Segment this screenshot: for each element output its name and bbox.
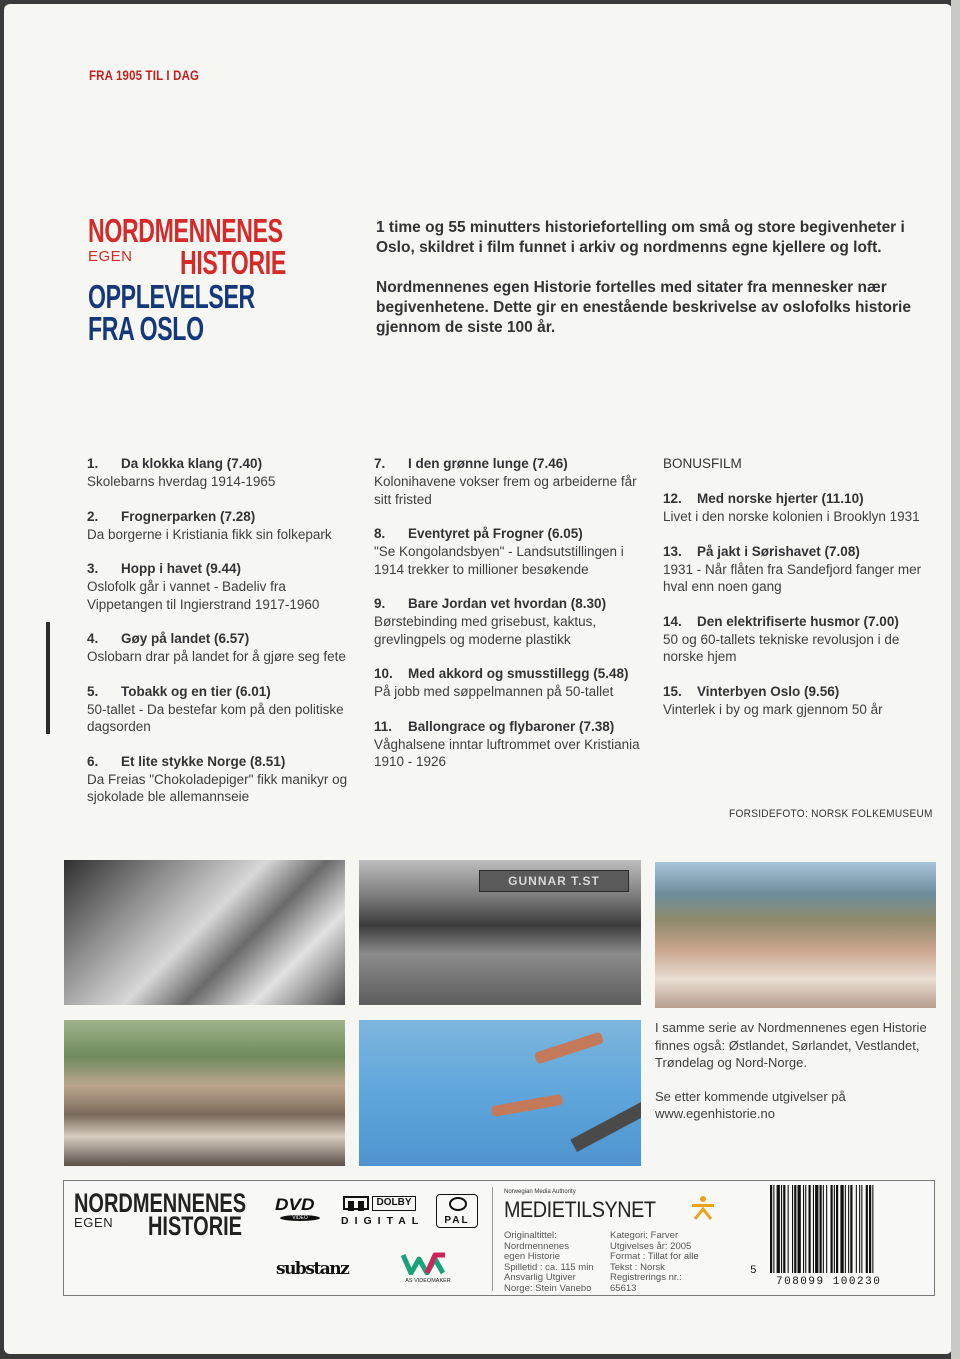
dvd-sub-text: VIDEO [280,1215,320,1221]
dvd-video-logo [275,1195,323,1225]
barcode-bar [836,1185,838,1273]
dolby-digital-text: DIGITAL [341,1215,425,1227]
logo-egen: EGEN [88,248,133,265]
episode-description: Da borgerne i Kristiania fikk sin folkepark [87,526,332,542]
episode-number: 1. [87,456,99,471]
barcode-bar [792,1185,793,1273]
rating-info-right [610,1231,730,1294]
episode-title [87,753,362,771]
episode-title-text: Et lite stykke Norge (8.51) [121,753,286,769]
episode-title [374,525,654,543]
barcode-bar [813,1185,814,1273]
episode-description: Skolebarns hverdag 1914-1965 [87,474,276,489]
dolby-digital-logo [339,1194,425,1228]
episode-title-text: I den grønne lunge (7.46) [408,456,568,471]
episode-title-text: Da klokka klang (7.40) [121,456,263,471]
episode-title [374,595,654,613]
episode-description: Børstebinding med grisebust, kaktus, grevlingpels og moderne plastikk [374,614,597,647]
episode-description: Livet i den norske kolonien i Brooklyn 1931 [663,509,920,524]
photo-men-handshake [64,1020,345,1166]
barcode-bar [850,1185,852,1273]
episode-title-text: Frognerparken (7.28) [121,508,256,524]
barcode-bar [834,1185,835,1273]
photo-school-children [64,860,345,1005]
episode-title [87,508,362,526]
episode-description: 50 og 60-tallets tekniske revolusjon i de norske hjem [663,631,900,664]
episode-number: 15. [663,683,682,699]
episode-item [87,455,362,491]
barcode-bar [770,1185,772,1273]
episode-description: 50-tallet - Da bestefar kom på den politiske dagsorden [87,701,344,734]
episode-title [374,718,654,736]
barcode-bar [783,1185,785,1273]
footer-series-logo [74,1190,254,1250]
dolby-double-d-icon [343,1196,369,1210]
episode-title [663,613,933,631]
barcode-bars-icon [768,1185,926,1275]
spine-mark [46,622,50,734]
diving-board [570,1102,641,1152]
episode-number: 3. [87,561,99,576]
bonus-film-label: BONUSFILM [663,456,742,471]
medietilsynet-caption: Norwegian Media Authority [504,1189,576,1195]
episode-description: Vinterlek i by og mark gjennom 50 år [663,701,883,717]
episode-title [87,455,362,473]
barcode-bar [803,1185,804,1273]
episode-item [87,508,362,544]
footer-logo-historie: HISTORIE [148,1211,243,1241]
logo-historie: HISTORIE [180,244,286,281]
episode-item [663,683,933,719]
videomaker-mark-icon [401,1251,447,1275]
barcode-bar [823,1185,824,1273]
barcode-bar [798,1185,801,1273]
case-edge [951,0,960,1359]
episode-title [663,683,933,701]
rating-info-line: Registrerings nr.: [610,1272,682,1283]
series-url-text: Se etter kommende utgivelser på www.egenhistorie.no [655,1088,846,1121]
episode-number: 4. [87,631,99,646]
episode-number: 5. [87,683,99,699]
photo-beach-sunbathers [655,862,936,1008]
substanz-logo: substanz [276,1259,349,1279]
episode-number: 12. [663,491,682,506]
barcode-bar [809,1185,811,1273]
footer-panel [63,1180,935,1296]
episode-number: 8. [374,526,386,541]
videomaker-logo [398,1251,454,1289]
rating-info-line: Utgivelses år: 2005 [610,1240,692,1252]
rating-info-line: egen Historie [504,1251,560,1262]
logo-line-nordmennenes: NORDMENNENES [88,212,283,249]
rating-info-left [504,1231,610,1294]
rating-info-line: Kategori: Farver [610,1230,679,1241]
episode-item [87,630,362,666]
tagline: FRA 1905 TIL I DAG [89,67,200,83]
rating-info-line: Tekst : Norsk [610,1261,665,1273]
photo-divers [359,1020,641,1166]
pal-text: PAL [444,1215,470,1226]
medietilsynet-rating [504,1189,734,1294]
episode-item [87,560,362,613]
logo-opplevelser: OPPLEVELSER [88,278,255,315]
barcode-bar [777,1185,780,1273]
episode-title-text: Med akkord og smusstillegg (5.48) [408,666,629,681]
episode-title [663,490,933,508]
barcode-bar [820,1185,822,1273]
episode-number: 10. [374,666,393,681]
episode-title [87,560,362,578]
barcode-bar [856,1185,857,1273]
episode-title [374,665,654,683]
intro-paragraph-2: Nordmennenes egen Historie fortelles med sitater fra mennesker nær begivenhetene. Dette gir en enestående beskrivelse av oslofolks historie gjennom de siste 100 år. [376,279,911,336]
episode-item [663,543,933,596]
episode-title-text: Eventyret på Frogner (6.05) [408,526,583,541]
episode-description: 1931 - Når flåten fra Sandefjord fanger mer hval enn noen gang [663,561,922,594]
episode-description: Oslobarn drar på landet for å gjøre seg fete [87,649,346,664]
episode-title-text: Bare Jordan vet hvordan (8.30) [408,596,607,611]
rating-info-line: Spilletid : ca. 115 min [504,1261,594,1273]
logo-fra-oslo: FRA OSLO [88,310,204,347]
episode-item [374,525,654,578]
diver-figure [491,1094,564,1117]
rating-info-line: Format : Tillat for alle [610,1251,699,1262]
diver-figure [534,1031,604,1064]
barcode-bar [872,1185,873,1273]
barcode-bar [859,1185,860,1273]
barcode-bar [831,1185,833,1273]
episode-title-text: Hopp i havet (9.44) [121,561,242,576]
barcode-digits: 708099 100230 [776,1276,882,1288]
episode-number: 6. [87,753,99,769]
episode-title-text: Tobakk og en tier (6.01) [121,683,271,699]
episode-item [663,613,933,666]
episode-item [87,683,362,736]
episode-title [374,455,654,473]
rating-info-line: Originaltittel: [504,1230,557,1241]
episode-title-text: Ballongrace og flybaroner (7.38) [408,718,615,734]
barcode-bar [861,1185,862,1273]
footer-divider [492,1187,493,1291]
barcode-bar [866,1185,868,1273]
episode-item [374,455,654,508]
episode-description: "Se Kongolandsbyen" - Landsutstillingen i 1914 trekker to millioner besøkende [374,544,624,577]
episode-number: 14. [663,613,682,629]
episode-item [374,595,654,648]
barcode-bar [848,1185,849,1273]
episode-title-text: Med norske hjerter (11.10) [697,491,864,506]
episode-list-column-3 [663,455,933,735]
shop-sign: GUNNAR T.ST [479,870,629,892]
episode-item [374,665,654,701]
footer-logo-egen: EGEN [74,1215,114,1230]
rating-info-line: Norge: Stein Vanebo [504,1282,592,1294]
barcode [750,1185,928,1293]
episode-description: Våghalsene inntar luftrommet over Kristiania 1910 - 1926 [374,736,640,769]
episode-title-text: Vinterbyen Oslo (9.56) [697,683,840,699]
episode-description: Da Freias "Chokoladepiger" fikk manikyr og sjokolade ble allemannseie [87,771,348,804]
rating-info-line: Nordmennenes [504,1240,569,1252]
barcode-bar [788,1185,789,1273]
barcode-bar [845,1185,846,1273]
barcode-bar [781,1185,782,1273]
episode-list-column-1 [87,455,362,823]
pal-logo [436,1194,478,1228]
episode-title-text: Den elektrifiserte husmor (7.00) [697,613,899,629]
barcode-bar [794,1185,796,1273]
episode-number: 2. [87,508,99,524]
episode-title-text: Gøy på landet (6.57) [121,631,250,646]
episode-list-column-2 [374,455,654,788]
barcode-bar [840,1185,843,1273]
barcode-bar [826,1185,827,1273]
series-logo [88,212,328,347]
cover-photo-credit: FORSIDEFOTO: NORSK FOLKEMUSEUM [729,808,933,820]
barcode-first-digit: 5 [750,1265,757,1277]
episode-description: Oslofolk går i vannet - Badeliv fra Vippetangen til Ingierstrand 1917-1960 [87,579,320,612]
episode-description: Kolonihavene vokser frem og arbeiderne får sitt fristed [374,474,637,507]
intro-paragraph-1: 1 time og 55 minutters historiefortelling om små og store begivenheter i Oslo, skildret i film funnet i arkiv og nordmenns egne kjellere og loft. [376,219,905,256]
episode-item [663,490,933,526]
episode-number: 13. [663,543,682,559]
episode-title [87,630,362,648]
photo-horse-wagon [359,860,641,1005]
barcode-bar [815,1185,818,1273]
medietilsynet-person-icon [690,1195,716,1221]
episode-item [374,718,654,771]
dvd-text: DVD [275,1195,315,1214]
pal-eye-icon [449,1197,467,1211]
barcode-bar [773,1185,774,1273]
episode-number: 9. [374,596,386,611]
episode-number: 7. [374,456,386,471]
episode-description: På jobb med søppelmannen på 50-tallet [374,684,614,699]
episode-number: 11. [374,718,393,734]
footer-logo-nordmennenes: NORDMENNENES [74,1188,247,1218]
rating-info-line: Ansvarlig Utgiver [504,1272,576,1283]
episode-item [87,753,362,806]
dolby-wordmark: DOLBY [372,1196,416,1211]
barcode-bar [869,1185,871,1273]
videomaker-text: AS VIDEOMAKER [405,1278,451,1284]
series-note [655,1019,940,1123]
barcode-bar [805,1185,806,1273]
medietilsynet-name: MEDIETILSYNET [504,1197,656,1222]
rating-info-line: 65613 [610,1282,637,1294]
series-note-text: I samme serie av Nordmennenes egen Historie finnes også: Østlandet, Sørlandet, Vestlandet, Trøndelag og Nord-Norge. [655,1020,927,1070]
episode-title-text: På jakt i Sørishavet (7.08) [697,543,860,559]
episode-title [663,543,933,561]
episode-title [87,683,362,701]
